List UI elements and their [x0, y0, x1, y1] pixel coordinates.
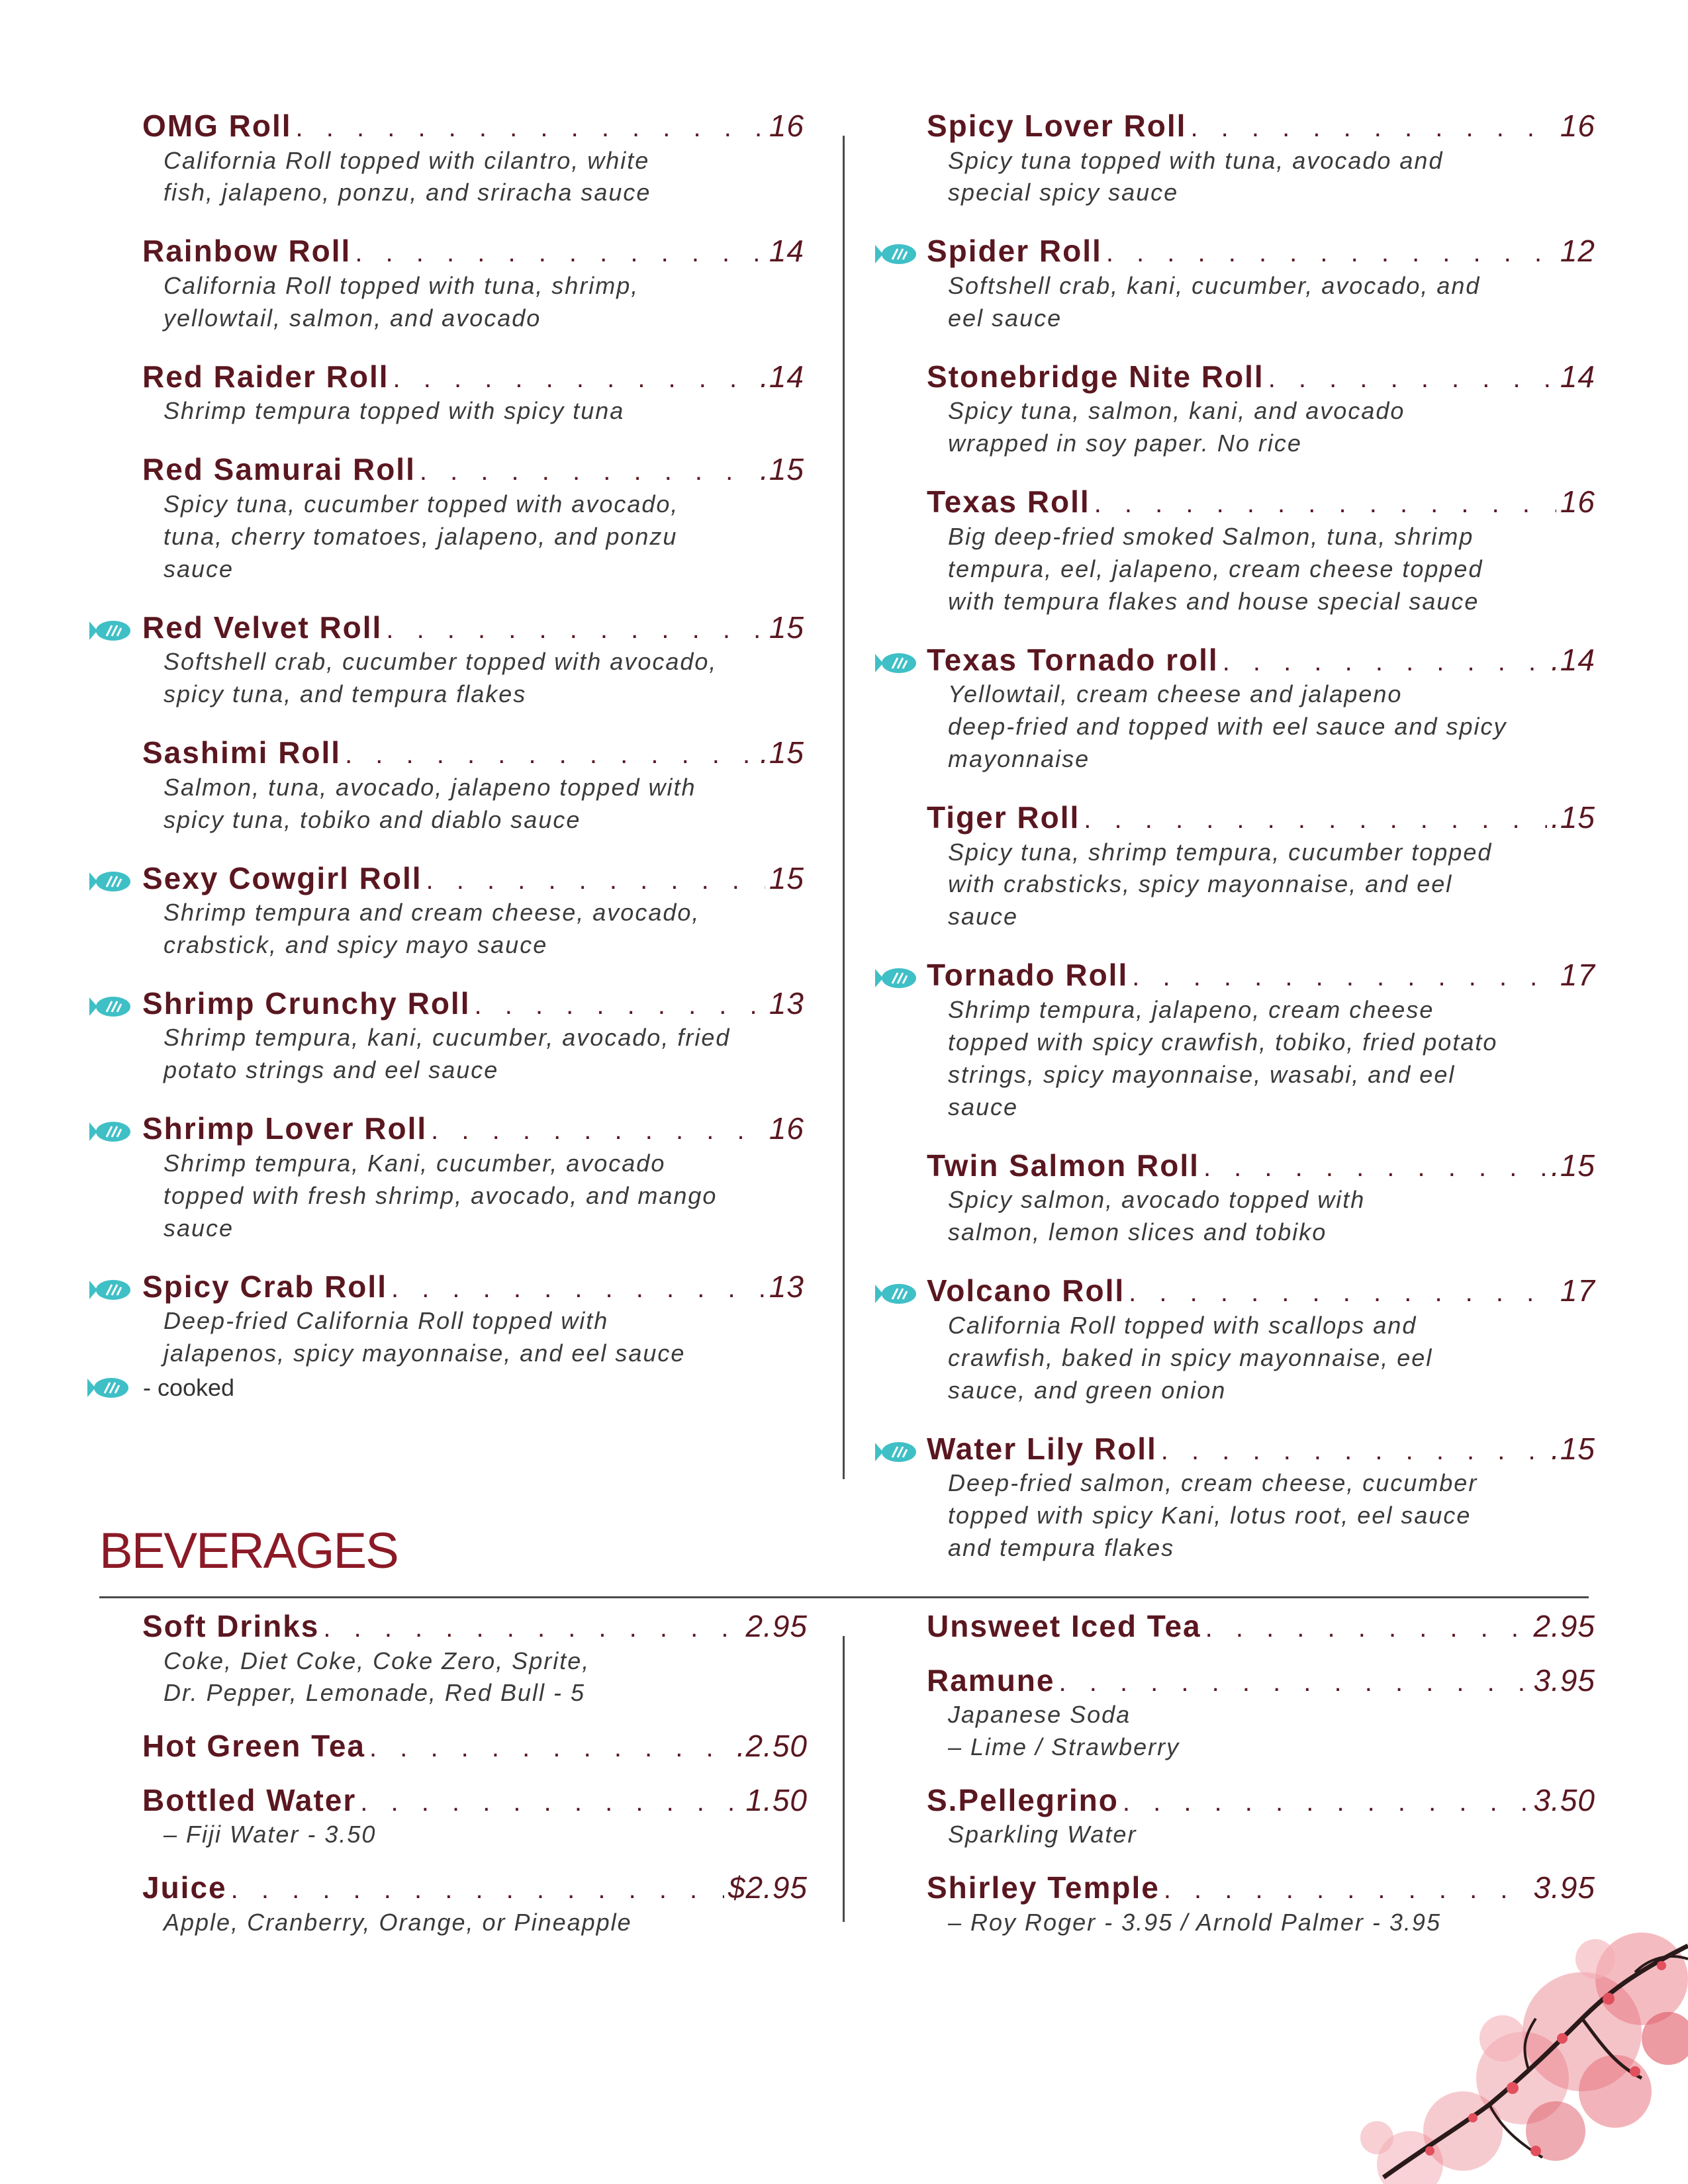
item-price: .15	[760, 735, 804, 770]
roll-item-twin-salmon-roll	[927, 1149, 1595, 1249]
item-name: Shrimp Crunchy Roll	[142, 985, 471, 1021]
item-description: Yellowtail, cream cheese and jalapeno deep-fried and topped with eel sauce and spicy mayonnaise	[948, 680, 1507, 773]
rolls-left-column	[142, 109, 804, 1395]
fish-icon	[874, 1282, 917, 1306]
column-divider	[843, 136, 845, 1479]
item-header	[142, 234, 804, 269]
item-description: Salmon, tuna, avocado, jalapeno topped with spicy tuna, tobiko and diablo sauce	[164, 773, 696, 833]
item-price: .2.50	[736, 1729, 808, 1764]
item-description: – Fiji Water - 3.50	[164, 1821, 377, 1848]
item-header	[927, 109, 1595, 144]
rolls-right-column	[927, 109, 1595, 1590]
dot-leader	[1190, 113, 1556, 143]
dot-leader	[296, 113, 765, 143]
beverage-item-soft-drinks	[142, 1610, 808, 1709]
item-header	[142, 611, 804, 645]
item-header	[927, 643, 1595, 678]
item-header	[927, 1432, 1595, 1467]
dot-leader	[360, 1788, 741, 1817]
dot-leader	[1132, 962, 1556, 992]
item-name: Bottled Water	[142, 1782, 357, 1817]
roll-item-volcano-roll	[927, 1274, 1595, 1406]
item-name: Texas Tornado roll	[927, 642, 1219, 677]
dot-leader	[345, 740, 756, 770]
dot-leader	[393, 364, 757, 394]
item-price: .14	[760, 359, 804, 394]
dot-leader	[1268, 364, 1556, 394]
item-description: Spicy tuna, salmon, kani, and avocado wrapped in soy paper. No rice	[948, 397, 1405, 457]
item-name: Twin Salmon Roll	[927, 1148, 1199, 1183]
beverage-item-s-pellegrino	[927, 1784, 1595, 1851]
roll-item-shrimp-crunchy-roll	[142, 987, 804, 1087]
item-description: Softshell crab, cucumber topped with avocado, spicy tuna, and tempura flakes	[164, 648, 718, 708]
item-name: Spicy Lover Roll	[927, 109, 1187, 143]
roll-item-water-lily-roll	[927, 1432, 1595, 1565]
item-header	[927, 1871, 1595, 1905]
item-name: Spicy Crab Roll	[142, 1269, 387, 1304]
item-name: Tornado Roll	[927, 958, 1129, 993]
item-header	[927, 1149, 1595, 1183]
beverages-left-column	[142, 1610, 808, 1959]
item-name: Hot Green Tea	[142, 1729, 365, 1764]
dot-leader	[1129, 1278, 1556, 1308]
item-price: 3.95	[1533, 1870, 1595, 1905]
roll-item-rainbow-roll	[142, 234, 804, 334]
fish-icon	[88, 1120, 132, 1144]
beverage-item-unsweet-iced-tea	[927, 1610, 1595, 1644]
beverage-item-hot-green-tea	[142, 1729, 808, 1764]
dot-leader	[474, 991, 765, 1021]
item-price: 17	[1560, 958, 1595, 993]
item-price: 16	[1560, 484, 1595, 520]
item-description: Big deep-fried smoked Salmon, tuna, shrimp tempura, eel, jalapeno, cream cheese topped with tempura flakes and house special sauce	[948, 522, 1483, 615]
item-description: Shrimp tempura topped with spicy tuna	[164, 397, 625, 425]
item-header	[927, 1784, 1595, 1818]
fish-icon	[88, 995, 132, 1019]
item-header	[142, 1784, 808, 1818]
item-description: Shrimp tempura, jalapeno, cream cheese topped with spicy crawfish, tobiko, fried potato strings, spicy mayonnaise, wasabi, and eel sauce	[948, 995, 1498, 1120]
item-header	[927, 1610, 1595, 1644]
item-header	[142, 987, 804, 1021]
item-header	[927, 1664, 1595, 1698]
roll-item-spider-roll	[927, 234, 1595, 334]
item-price: 14	[1560, 359, 1595, 394]
fish-icon	[874, 966, 917, 990]
roll-item-texas-roll	[927, 485, 1595, 617]
fish-icon	[88, 1278, 132, 1302]
cooked-legend	[86, 1374, 234, 1402]
item-name: Juice	[142, 1870, 227, 1905]
dot-leader	[1106, 238, 1556, 268]
item-description: Spicy tuna, shrimp tempura, cucumber topped with crabsticks, spicy mayonnaise, and eel sauce	[948, 838, 1493, 931]
item-price: 3.50	[1533, 1782, 1595, 1817]
item-description: California Roll topped with cilantro, white fish, jalapeno, ponzu, and sriracha sauce	[164, 146, 651, 206]
item-price: 3.95	[1533, 1662, 1595, 1698]
item-description: Shrimp tempura, Kani, cucumber, avocado topped with fresh shrimp, avocado, and mango sauce	[164, 1149, 718, 1242]
dot-leader	[323, 1614, 741, 1643]
item-name: Sashimi Roll	[142, 735, 342, 770]
item-name: Water Lily Roll	[927, 1431, 1157, 1466]
item-name: Volcano Roll	[927, 1273, 1125, 1308]
cherry-blossom-image	[1211, 1919, 1688, 2184]
item-price: 17	[1560, 1273, 1595, 1308]
dot-leader	[386, 615, 765, 645]
roll-item-spicy-crab-roll	[142, 1270, 804, 1370]
roll-item-red-samurai-roll	[142, 453, 804, 585]
dot-leader	[1084, 805, 1547, 835]
item-header	[142, 109, 804, 144]
item-header	[927, 958, 1595, 993]
item-description: Shrimp tempura, kani, cucumber, avocado, fried potato strings and eel sauce	[164, 1024, 731, 1084]
roll-item-sashimi-roll	[142, 736, 804, 836]
item-header	[927, 360, 1595, 394]
item-price: 15	[769, 610, 804, 645]
item-header	[142, 1112, 804, 1146]
item-name: Shrimp Lover Roll	[142, 1111, 428, 1146]
item-price: $2.95	[727, 1870, 808, 1905]
roll-item-stonebridge-nite-roll	[927, 360, 1595, 460]
item-description: Apple, Cranberry, Orange, or Pineapple	[164, 1908, 632, 1936]
roll-item-spicy-lover-roll	[927, 109, 1595, 209]
item-name: Red Raider Roll	[142, 359, 389, 394]
dot-leader	[1164, 1875, 1530, 1905]
item-name: Stonebridge Nite Roll	[927, 359, 1264, 394]
fish-icon	[88, 870, 132, 893]
item-description: Coke, Diet Coke, Coke Zero, Sprite, Dr. Pepper, Lemonade, Red Bull - 5	[164, 1647, 590, 1707]
item-header	[142, 1270, 804, 1304]
item-name: Shirley Temple	[927, 1870, 1160, 1905]
item-price: 2.95	[745, 1609, 808, 1643]
item-header	[142, 360, 804, 394]
item-price: 13	[769, 985, 804, 1021]
fish-icon	[88, 619, 132, 643]
item-header	[927, 1274, 1595, 1308]
beverage-item-juice	[142, 1871, 808, 1938]
item-name: S.Pellegrino	[927, 1782, 1119, 1817]
item-price: 1.50	[745, 1782, 808, 1817]
dot-leader	[369, 1733, 733, 1763]
roll-item-tornado-roll	[927, 958, 1595, 1123]
item-description: Spicy tuna topped with tuna, avocado and special spicy sauce	[948, 146, 1444, 206]
item-price: 16	[1560, 109, 1595, 143]
item-header	[142, 862, 804, 896]
item-name: OMG Roll	[142, 109, 292, 143]
item-description: Deep-fried salmon, cream cheese, cucumber topped with spicy Kani, lotus root, eel sauce and tempura flakes	[948, 1469, 1478, 1561]
item-price: 16	[769, 1111, 804, 1146]
roll-item-sexy-cowgirl-roll	[142, 862, 804, 962]
item-price: .14	[1551, 642, 1595, 677]
dot-leader	[1123, 1788, 1530, 1817]
item-description: California Roll topped with tuna, shrimp, yellowtail, salmon, and avocado	[164, 271, 639, 332]
item-name: Rainbow Roll	[142, 234, 352, 269]
dot-leader	[1205, 1614, 1530, 1643]
item-price: 14	[769, 234, 804, 269]
item-name: Ramune	[927, 1662, 1055, 1698]
item-price: 2.95	[1533, 1609, 1595, 1643]
item-header	[142, 1871, 808, 1905]
legend-text: - cooked	[143, 1374, 235, 1401]
roll-item-red-velvet-roll	[142, 611, 804, 711]
item-name: Tiger Roll	[927, 800, 1080, 835]
item-price: .15	[760, 452, 804, 487]
roll-item-red-raider-roll	[142, 360, 804, 428]
item-header	[142, 453, 804, 487]
item-header	[142, 736, 804, 770]
beverages-rule	[99, 1596, 1589, 1598]
beverage-item-bottled-water	[142, 1784, 808, 1851]
item-name: Soft Drinks	[142, 1609, 320, 1643]
item-header	[927, 234, 1595, 269]
roll-item-tiger-roll	[927, 801, 1595, 933]
item-description: – Roy Roger - 3.95 / Arnold Palmer - 3.95	[948, 1908, 1441, 1936]
item-price: 15	[769, 860, 804, 895]
beverages-right-column	[927, 1610, 1595, 1959]
item-name: Texas Roll	[927, 484, 1090, 520]
item-description: California Roll topped with scallops and crawfish, baked in spicy mayonnaise, eel sauce, and green onion	[948, 1311, 1433, 1404]
item-header	[142, 1729, 808, 1764]
fish-icon	[86, 1376, 130, 1400]
dot-leader	[420, 457, 756, 486]
dot-leader	[355, 238, 765, 268]
roll-item-texas-tornado-roll	[927, 643, 1595, 776]
beverages-title: BEVERAGES	[99, 1523, 398, 1579]
item-name: Unsweet Iced Tea	[927, 1609, 1201, 1643]
dot-leader	[1203, 1153, 1547, 1183]
item-description: Spicy tuna, cucumber topped with avocado, tuna, cherry tomatoes, jalapeno, and ponzu sauce	[164, 490, 679, 582]
item-header	[927, 485, 1595, 520]
dot-leader	[1058, 1668, 1529, 1698]
dot-leader	[426, 866, 765, 895]
dot-leader	[1094, 489, 1556, 519]
item-description: Deep-fried California Roll topped with jalapenos, spicy mayonnaise, and eel sauce	[164, 1307, 686, 1367]
fish-icon	[874, 651, 917, 675]
fish-icon	[874, 242, 917, 266]
beverage-item-ramune	[927, 1664, 1595, 1764]
beverages-divider	[843, 1636, 845, 1922]
item-price: .15	[1551, 800, 1595, 835]
roll-item-shrimp-lover-roll	[142, 1112, 804, 1244]
item-name: Red Velvet Roll	[142, 610, 383, 645]
item-header	[142, 1610, 808, 1644]
dot-leader	[1223, 647, 1547, 677]
fish-icon	[874, 1440, 917, 1464]
item-price: .15	[1551, 1431, 1595, 1466]
item-price: 16	[769, 109, 804, 143]
dot-leader	[231, 1875, 724, 1905]
roll-item-omg-roll	[142, 109, 804, 209]
item-name: Red Samurai Roll	[142, 452, 416, 487]
dot-leader	[1161, 1436, 1547, 1466]
item-description: Sparkling Water	[948, 1821, 1137, 1848]
item-header	[927, 801, 1595, 835]
item-description: Spicy salmon, avocado topped with salmon, lemon slices and tobiko	[948, 1186, 1366, 1246]
item-description: Softshell crab, kani, cucumber, avocado, and eel sauce	[948, 271, 1481, 332]
dot-leader	[391, 1274, 765, 1304]
item-description: Shrimp tempura and cream cheese, avocado, crabstick, and spicy mayo sauce	[164, 899, 700, 958]
item-price: 13	[769, 1269, 804, 1304]
item-name: Sexy Cowgirl Roll	[142, 860, 422, 895]
item-description: Japanese Soda – Lime / Strawberry	[948, 1701, 1180, 1760]
dot-leader	[431, 1116, 765, 1146]
item-price: .15	[1551, 1148, 1595, 1183]
item-name: Spider Roll	[927, 234, 1102, 269]
item-price: 12	[1560, 234, 1595, 269]
